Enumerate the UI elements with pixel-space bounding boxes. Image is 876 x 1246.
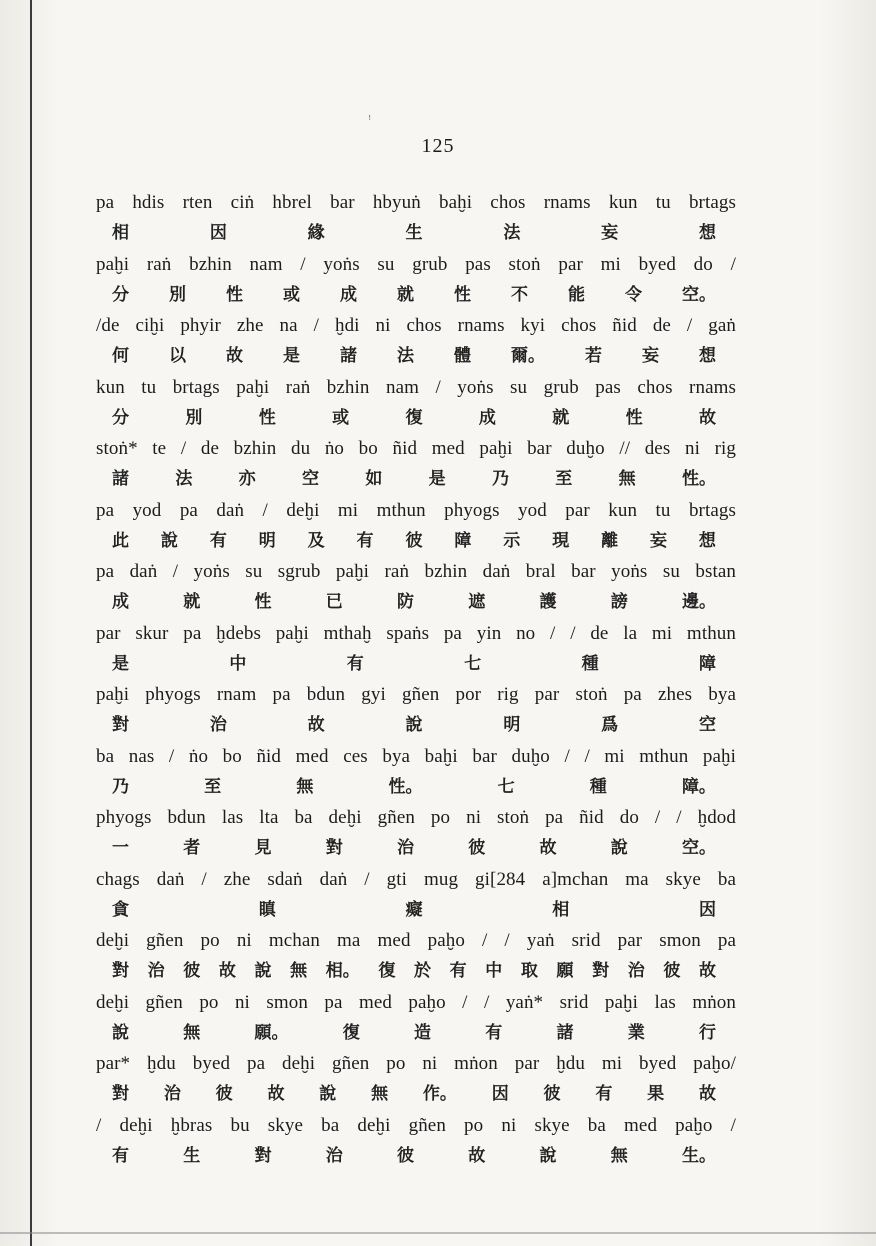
bilingual-text-body xyxy=(96,188,736,1172)
line-pair xyxy=(96,557,736,619)
tibetan-transliteration-line: paḫi raṅ bzhin nam / yoṅs su grub pas stoṅ par mi byed do / xyxy=(96,253,736,275)
chinese-character: 性。 xyxy=(681,469,716,489)
chinese-character: 成 xyxy=(478,407,496,428)
chinese-character: 謗 xyxy=(610,592,628,612)
tibetan-transliteration-line: / deḫi ḫbras bu skye ba deḫi gñen po ni skye ba med paḫo / xyxy=(96,1114,736,1136)
chinese-character: 一 xyxy=(112,838,129,858)
chinese-character: 故 xyxy=(699,407,716,428)
chinese-character: 對 xyxy=(254,1145,272,1166)
chinese-character: 成 xyxy=(112,592,129,612)
tibetan-transliteration-line: phyogs bdun las lta ba deḫi gñen po ni stoṅ pa ñid do / / ḫdod xyxy=(96,807,736,828)
chinese-gloss-line xyxy=(96,526,736,556)
chinese-character: 七 xyxy=(464,653,482,674)
tibetan-transliteration-line: /de ciḫi phyir zhe na / ḫdi ni chos rnams kyi chos ñid de / gaṅ xyxy=(96,315,736,336)
line-pair xyxy=(96,742,736,804)
line-pair xyxy=(96,926,736,988)
chinese-character: 故 xyxy=(698,1084,716,1104)
chinese-gloss-line xyxy=(96,587,736,617)
chinese-character: 空。 xyxy=(682,284,716,305)
chinese-character: 彼 xyxy=(543,1084,561,1104)
chinese-character: 分 xyxy=(112,284,129,305)
chinese-character: 有 xyxy=(449,961,467,981)
chinese-character: 遮 xyxy=(468,592,486,612)
chinese-character: 治 xyxy=(627,961,645,981)
chinese-character: 說 xyxy=(539,1145,557,1166)
chinese-character: 復 xyxy=(342,1022,360,1043)
chinese-character: 生 xyxy=(405,223,423,243)
chinese-character: 故 xyxy=(307,715,325,735)
chinese-character: 性 xyxy=(454,284,471,305)
chinese-character: 是 xyxy=(428,469,446,489)
chinese-character: 緣 xyxy=(307,223,325,243)
chinese-character: 者 xyxy=(183,838,201,858)
chinese-character: 瞋 xyxy=(258,899,276,920)
chinese-character: 若 xyxy=(585,346,602,366)
chinese-character: 是 xyxy=(283,346,300,366)
chinese-character: 復 xyxy=(378,961,396,981)
chinese-character: 治 xyxy=(397,838,414,858)
chinese-character: 妄 xyxy=(601,223,619,243)
chinese-character: 障。 xyxy=(681,776,716,797)
chinese-character: 治 xyxy=(163,1084,181,1104)
tibetan-transliteration-line: chags daṅ / zhe sdaṅ daṅ / gti mug gi[284 a]mchan ma skye ba xyxy=(96,868,736,890)
chinese-character: 爲 xyxy=(601,715,619,735)
chinese-character: 就 xyxy=(183,592,201,612)
chinese-gloss-line xyxy=(96,403,736,433)
chinese-gloss-line xyxy=(96,218,736,248)
chinese-character: 取 xyxy=(520,961,538,981)
tibetan-transliteration-line: stoṅ* te / de bzhin du ṅo bo ñid med paḫi bar duḫo // des ni rig xyxy=(96,438,736,459)
chinese-character: 空 xyxy=(698,715,716,735)
chinese-character: 生 xyxy=(183,1145,201,1166)
chinese-character: 業 xyxy=(627,1022,645,1043)
chinese-character: 空。 xyxy=(682,838,716,858)
chinese-character: 性。 xyxy=(388,776,423,797)
chinese-character: 說 xyxy=(610,838,628,858)
chinese-character: 或 xyxy=(332,407,350,428)
line-pair xyxy=(96,803,736,865)
chinese-character: 分 xyxy=(112,407,129,428)
chinese-character: 果 xyxy=(647,1084,665,1104)
line-pair xyxy=(96,619,736,681)
chinese-character: 無 xyxy=(296,776,314,797)
chinese-character: 相 xyxy=(112,223,129,243)
chinese-character: 想 xyxy=(699,346,716,366)
chinese-character: 障 xyxy=(454,530,472,551)
chinese-character: 因 xyxy=(699,899,716,920)
chinese-character: 彼 xyxy=(397,1145,414,1166)
tibetan-transliteration-line: pa yod pa daṅ / deḫi mi mthun phyogs yod par kun tu brtags xyxy=(96,499,736,521)
chinese-character: 性 xyxy=(254,592,272,612)
line-pair xyxy=(96,250,736,312)
tibetan-transliteration-line: deḫi gñen po ni mchan ma med paḫo / / yaṅ srid par smon pa xyxy=(96,930,736,951)
chinese-character: 無 xyxy=(183,1022,201,1043)
chinese-character: 對 xyxy=(112,715,129,735)
chinese-character: 無 xyxy=(610,1145,628,1166)
line-pair xyxy=(96,1111,736,1173)
chinese-character: 法 xyxy=(503,223,521,243)
chinese-character: 生。 xyxy=(682,1145,716,1166)
chinese-character: 治 xyxy=(147,961,165,981)
chinese-character: 無 xyxy=(618,469,636,489)
chinese-character: 妄 xyxy=(649,530,667,551)
line-pair xyxy=(96,680,736,742)
chinese-character: 中 xyxy=(485,961,503,981)
chinese-character: 就 xyxy=(552,407,570,428)
line-pair xyxy=(96,373,736,435)
chinese-character: 就 xyxy=(397,284,414,305)
chinese-gloss-line xyxy=(96,772,736,802)
chinese-character: 已 xyxy=(325,592,343,612)
chinese-character: 願。 xyxy=(254,1022,289,1043)
tibetan-transliteration-line: par* ḫdu byed pa deḫi gñen po ni mṅon par ḫdu mi byed paḫo/ xyxy=(96,1053,736,1074)
chinese-character: 故 xyxy=(226,346,243,366)
tibetan-transliteration-line: par skur pa ḫdebs paḫi mthaḫ spaṅs pa yin no / / de la mi mthun xyxy=(96,622,736,644)
tibetan-transliteration-line: kun tu brtags paḫi raṅ bzhin nam / yoṅs su grub pas chos rnams xyxy=(96,376,736,398)
tibetan-transliteration-line: deḫi gñen po ni smon pa med paḫo / / yaṅ* srid paḫi las mṅon xyxy=(96,991,736,1013)
chinese-character: 說 xyxy=(405,715,423,735)
chinese-character: 對 xyxy=(112,961,129,981)
chinese-character: 或 xyxy=(283,284,300,305)
chinese-gloss-line xyxy=(96,1079,736,1109)
chinese-character: 復 xyxy=(405,407,423,428)
chinese-character: 性 xyxy=(226,284,243,305)
chinese-character: 故 xyxy=(218,961,236,981)
chinese-character: 爾。 xyxy=(511,346,545,366)
chinese-character: 彼 xyxy=(215,1084,233,1104)
chinese-character: 明 xyxy=(258,530,276,551)
chinese-character: 能 xyxy=(568,284,585,305)
chinese-character: 有 xyxy=(346,653,364,674)
chinese-character: 如 xyxy=(365,469,383,489)
line-pair xyxy=(96,496,736,558)
chinese-character: 障 xyxy=(698,653,716,674)
chinese-character: 空 xyxy=(301,469,319,489)
chinese-character: 七 xyxy=(497,776,515,797)
chinese-character: 亦 xyxy=(238,469,256,489)
chinese-character: 體 xyxy=(454,346,471,366)
line-pair xyxy=(96,188,736,250)
tibetan-transliteration-line: ba nas / ṅo bo ñid med ces bya baḫi bar duḫo / / mi mthun paḫi xyxy=(96,745,736,767)
chinese-character: 對 xyxy=(325,838,343,858)
chinese-gloss-line xyxy=(96,464,736,494)
chinese-character: 何 xyxy=(112,346,129,366)
chinese-character: 及 xyxy=(307,530,325,551)
chinese-character: 行 xyxy=(699,1022,716,1043)
chinese-character: 諸 xyxy=(340,346,357,366)
chinese-gloss-line xyxy=(96,649,736,679)
chinese-character: 性 xyxy=(258,407,276,428)
chinese-character: 於 xyxy=(414,961,431,981)
chinese-character: 令 xyxy=(625,284,642,305)
chinese-character: 至 xyxy=(555,469,573,489)
tibetan-transliteration-line: pa hdis rten ciṅ hbrel bar hbyuṅ baḫi chos rnams kun tu brtags xyxy=(96,192,736,213)
chinese-character: 彼 xyxy=(468,838,486,858)
printer-mark: ꜝ xyxy=(368,116,372,127)
chinese-character: 此 xyxy=(112,530,129,551)
chinese-character: 不 xyxy=(511,284,528,305)
chinese-character: 種 xyxy=(581,653,599,674)
chinese-character: 有 xyxy=(356,530,374,551)
chinese-character: 彼 xyxy=(663,961,681,981)
chinese-character: 諸 xyxy=(112,469,129,489)
chinese-character: 想 xyxy=(698,223,716,243)
chinese-character: 因 xyxy=(491,1084,509,1104)
chinese-character: 故 xyxy=(468,1145,486,1166)
chinese-gloss-line xyxy=(96,1018,736,1048)
chinese-character: 有 xyxy=(112,1145,129,1166)
chinese-character: 有 xyxy=(485,1022,503,1043)
chinese-character: 對 xyxy=(112,1084,129,1104)
chinese-character: 法 xyxy=(397,346,414,366)
chinese-character: 說 xyxy=(160,530,178,551)
line-pair xyxy=(96,1049,736,1111)
line-pair xyxy=(96,434,736,496)
chinese-character: 邊。 xyxy=(682,592,716,612)
chinese-gloss-line xyxy=(96,833,736,863)
line-pair xyxy=(96,865,736,927)
tibetan-transliteration-line: pa daṅ / yoṅs su sgrub paḫi raṅ bzhin daṅ bral bar yoṅs su bstan xyxy=(96,561,736,582)
chinese-character: 乃 xyxy=(112,776,129,797)
line-pair xyxy=(96,311,736,373)
chinese-gloss-line xyxy=(96,710,736,740)
chinese-character: 說 xyxy=(254,961,272,981)
chinese-character: 相 xyxy=(552,899,570,920)
chinese-character: 防 xyxy=(397,592,414,612)
chinese-character: 護 xyxy=(539,592,557,612)
chinese-character: 別 xyxy=(169,284,186,305)
chinese-character: 彼 xyxy=(183,961,201,981)
chinese-character: 彼 xyxy=(405,530,423,551)
chinese-gloss-line xyxy=(96,895,736,925)
chinese-character: 明 xyxy=(503,715,521,735)
chinese-character: 諸 xyxy=(556,1022,574,1043)
chinese-character: 貪 xyxy=(112,899,129,920)
chinese-character: 乃 xyxy=(491,469,509,489)
chinese-character: 造 xyxy=(414,1022,431,1043)
chinese-character: 中 xyxy=(229,653,247,674)
chinese-character: 見 xyxy=(254,838,272,858)
chinese-character: 法 xyxy=(175,469,193,489)
bottom-edge-line xyxy=(0,1232,876,1234)
chinese-character: 癡 xyxy=(405,899,423,920)
chinese-character: 成 xyxy=(340,284,357,305)
chinese-character: 現 xyxy=(552,530,570,551)
page-number: 125 xyxy=(421,135,455,157)
chinese-character: 無 xyxy=(290,961,308,981)
chinese-character: 治 xyxy=(325,1145,343,1166)
chinese-gloss-line xyxy=(96,1141,736,1171)
chinese-character: 相。 xyxy=(325,961,360,981)
chinese-character: 別 xyxy=(185,407,203,428)
chinese-character: 治 xyxy=(209,715,227,735)
chinese-character: 示 xyxy=(503,530,521,551)
chinese-character: 是 xyxy=(112,653,129,674)
chinese-character: 故 xyxy=(267,1084,285,1104)
tibetan-transliteration-line: paḫi phyogs rnam pa bdun gyi gñen por rig par stoṅ pa zhes bya xyxy=(96,684,736,705)
chinese-character: 故 xyxy=(699,961,716,981)
chinese-character: 對 xyxy=(592,961,610,981)
chinese-character: 離 xyxy=(601,530,619,551)
chinese-character: 至 xyxy=(204,776,222,797)
chinese-character: 願 xyxy=(556,961,574,981)
chinese-character: 以 xyxy=(169,346,186,366)
binding-edge-line xyxy=(30,0,32,1246)
chinese-gloss-line xyxy=(96,341,736,371)
chinese-character: 故 xyxy=(539,838,557,858)
chinese-character: 種 xyxy=(589,776,607,797)
line-pair xyxy=(96,988,736,1050)
chinese-character: 因 xyxy=(209,223,227,243)
chinese-character: 說 xyxy=(319,1084,337,1104)
chinese-character: 說 xyxy=(112,1022,129,1043)
chinese-character: 有 xyxy=(209,530,227,551)
chinese-character: 無 xyxy=(371,1084,389,1104)
chinese-character: 性 xyxy=(625,407,643,428)
chinese-character: 想 xyxy=(698,530,716,551)
chinese-gloss-line xyxy=(96,956,736,986)
chinese-character: 妄 xyxy=(642,346,659,366)
chinese-character: 有 xyxy=(595,1084,613,1104)
chinese-character: 作。 xyxy=(422,1084,457,1104)
chinese-gloss-line xyxy=(96,280,736,310)
